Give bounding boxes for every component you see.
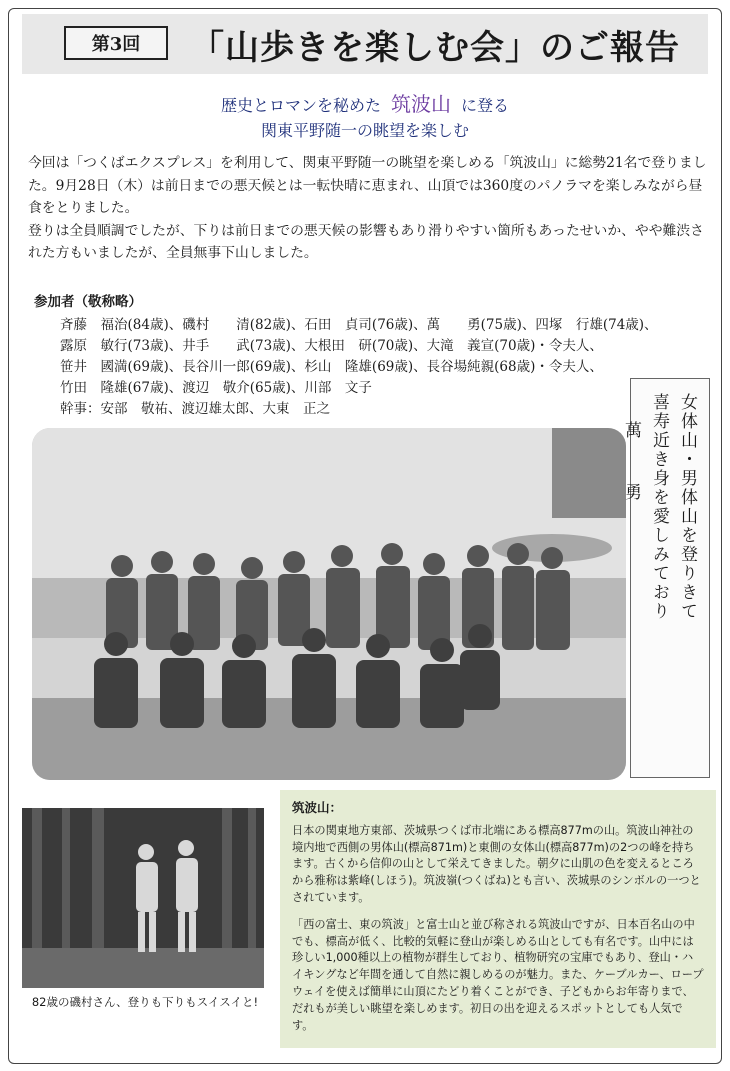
info-paragraph-1: 日本の関東地方東部、茨城県つくば市北端にある標高877mの山。筑波山神社の境内地で西側の男体山(標高871m)と東側の女体山(標高877m)の2つの峰を持ちます。古くから信仰の山として栄えてきました。朝夕に山肌の色を変えるところから雅称は紫峰(しほう)。筑波嶺(つくばね)とも言い、茨城県のシンボルの一つとされています。: [292, 823, 701, 904]
participants-row: 竹田 隆雄(67歳)、渡辺 敬介(65歳)、川部 文子: [60, 380, 372, 396]
subtitle-line1: [0, 88, 730, 117]
poem-author: 萬 勇: [621, 421, 641, 514]
participants-row: 斉藤 福治(84歳)、磯村 清(82歳)、石田 貞司(76歳)、萬 勇(75歳)、四塚 行雄(74歳)、: [60, 317, 658, 333]
info-title: 筑波山：: [292, 800, 343, 815]
poem-line-1: 女体山・男体山を登りきて: [677, 393, 697, 621]
subtitle-after: に登る: [461, 96, 510, 115]
header-banner: [22, 14, 708, 74]
intro-paragraph-2: 登りは全員順調でしたが、下りは前日までの悪天候の影響もあり滑りやすい箇所もあったせいか、やや難渋された方もいましたが、全員無事下山しました。: [28, 222, 704, 261]
participants-row: 露原 敏行(73歳)、井手 武(73歳)、大根田 研(70歳)、大滝 義宣(70歳)・令夫人、: [60, 338, 603, 354]
info-paragraph-2: 「西の富士、東の筑波」と富士山と並び称される筑波山ですが、日本百名山の中でも、標高が低く、比較的気軽に登山が楽しめる山としても有名です。山中には珍しい1,000種以上の植物が群生しており、植物研究の宝庫でもあり、登山・ハイキングなど年間を通して自然に親しめるのが魅力。また、ケーブルカー、ロープウェイを使えば簡単に山頂にたどり着くことができ、子どもからお年寄りまで、だれもが美しい眺望を楽しめます。初日の出を迎えるスポットとしても人気です。: [292, 917, 704, 1032]
group-photo-image: [32, 428, 626, 780]
subtitle-accent: 筑波山: [391, 92, 451, 116]
participants-list: [34, 292, 658, 420]
photo-caption: 82歳の磯村さん、登りも下りもスイスイと!: [31, 995, 259, 1009]
poem-panel: [621, 378, 710, 778]
participants-row: 幹事：安部 敬祐、渡辺雄太郎、大東 正之: [60, 401, 330, 417]
poem-line-2: 喜寿近き身を愛しみており: [649, 393, 669, 621]
issue-label: 第3回: [64, 26, 168, 60]
group-photo: [32, 428, 626, 780]
participants-title: 参加者（敬称略）: [34, 294, 142, 310]
subtitle-before: 歴史とロマンを秘めた: [220, 96, 381, 115]
participants-row: 笹井 國満(69歳)、長谷川一郎(69歳)、杉山 隆雄(69歳)、長谷場純親(68歳)・令夫人、: [60, 359, 603, 375]
subtitle-line2: 関東平野随一の眺望を楽しむ: [260, 121, 469, 140]
tsukuba-info-box: [280, 790, 716, 1048]
hiking-photo: [22, 808, 264, 988]
intro-text: [28, 152, 708, 265]
page-title: 「山歩きを楽しむ会」のご報告: [190, 28, 680, 68]
hiking-photo-image: [22, 808, 264, 988]
intro-paragraph-1: 今回は「つくばエクスプレス」を利用して、関東平野随一の眺望を楽しめる「筑波山」に総勢21名で登りました。9月28日（木）は前日までの悪天候とは一転快晴に恵まれ、山頂では360度のパノラマを楽しみながら昼食をとりました。: [28, 155, 707, 216]
